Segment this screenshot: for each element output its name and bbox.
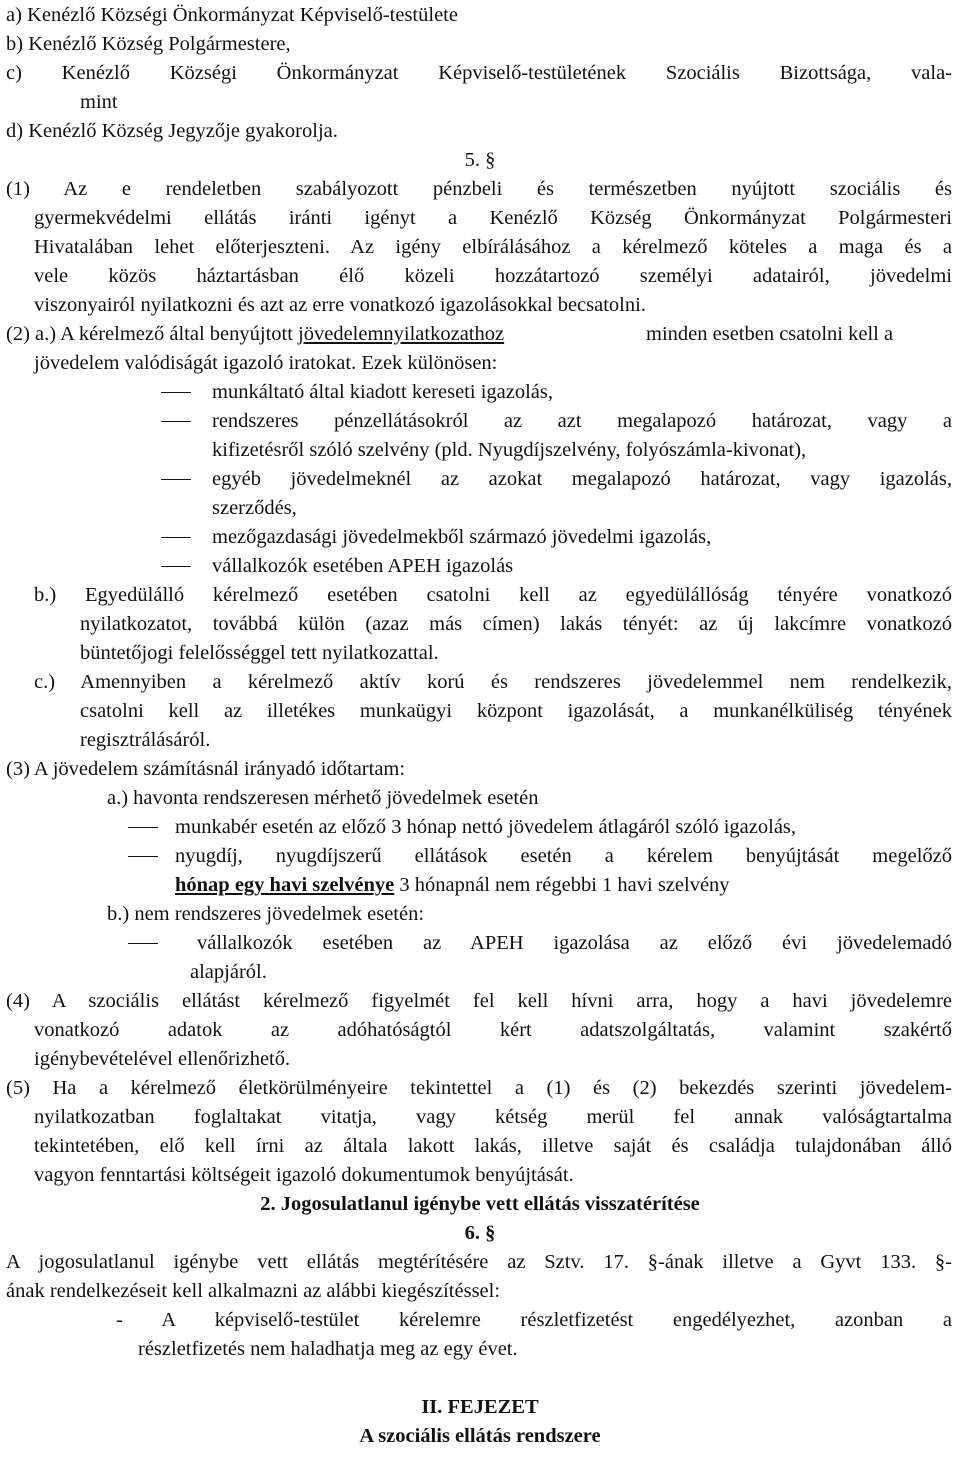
bullet-item: munkabér esetén az előző 3 hónap nettó jövedelem átlagáról szóló igazolás, xyxy=(175,816,797,838)
paragraph-3a-line: a.) havonta rendszeresen mérhető jövedelmek esetén xyxy=(107,787,539,809)
list-item-d: d) Kenézlő Község Jegyzője gyakorolja. xyxy=(6,120,338,142)
dash-bullet xyxy=(128,943,158,944)
bullet-item: rendszeres pénzellátásokról az azt megalapozó határozat, vagy a xyxy=(212,410,952,432)
bullet-item: vállalkozók esetében APEH igazolás xyxy=(212,555,514,577)
list-item-b: b) Kenézlő Község Polgármestere, xyxy=(6,33,291,55)
list-item-c: c) Kenézlő Községi Önkormányzat Képviselő-testületének Szociális Bizottsága, vala- xyxy=(6,62,952,84)
paragraph-5-line: tekintetében, elő kell írni az általa lakott lakás, illetve saját és családja tulajdonában álló xyxy=(34,1135,952,1157)
paragraph-4-line: vonatkozó adatok az adóhatóságtól kért adatszolgáltatás, valamint szakértő xyxy=(34,1019,952,1041)
paragraph-2a-line-end: minden esetben csatolni kell a xyxy=(646,323,894,345)
paragraph-5-line: vagyon fenntartási költségeit igazoló dokumentumok benyújtását. xyxy=(34,1164,574,1186)
dash-bullet xyxy=(161,479,191,480)
paragraph-4-line: igénybevételével ellenőrizhető. xyxy=(34,1048,291,1070)
bullet-item: nyugdíj, nyugdíjszerű ellátások esetén a kérelem benyújtását megelőző xyxy=(175,845,952,867)
bullet-item-text: 3 hónapnál nem régebbi 1 havi szelvény xyxy=(399,874,730,896)
paragraph-2a-text: (2) a.) A kérelmező által benyújtott xyxy=(6,323,293,345)
paragraph-6-line: ának rendelkezéseit kell alkalmazni az alábbi kiegészítéssel: xyxy=(6,1280,501,1302)
bullet-item: munkáltató által kiadott kereseti igazolás, xyxy=(212,381,553,403)
dash-bullet xyxy=(161,537,191,538)
paragraph-2a-line xyxy=(6,320,504,349)
paragraph-3-line: (3) A jövedelem számításnál irányadó időtartam: xyxy=(6,758,406,780)
bullet-item-cont: kifizetésről szóló szelvény (pld. Nyugdíjszelvény, folyószámla-kivonat), xyxy=(212,439,807,461)
list-item-c-cont: mint xyxy=(80,91,118,113)
list-item-a: a) Kenézlő Községi Önkormányzat Képviselő-testülete xyxy=(6,4,458,26)
paragraph-1-line: Hivatalában lehet előterjeszteni. Az igény elbírálásához a kérelmező köteles a maga és a xyxy=(34,236,952,258)
section-heading-5: 5. § xyxy=(464,149,496,171)
bullet-item: egyéb jövedelmeknél az azokat megalapozó határozat, vagy igazolás, xyxy=(212,468,952,490)
paragraph-1-line: viszonyairól nyilatkozni és azt az erre vonatkozó igazolásokkal becsatolni. xyxy=(34,294,646,316)
bullet-item-cont: szerződés, xyxy=(212,497,297,519)
dash-bullet xyxy=(161,566,191,567)
bullet-item: mezőgazdasági jövedelmekből származó jövedelmi igazolás, xyxy=(212,526,712,548)
section-heading-6: 6. § xyxy=(464,1222,496,1244)
paragraph-4-line: (4) A szociális ellátást kérelmező figyelmét fel kell hívni arra, hogy a havi jövedelemre xyxy=(6,990,952,1012)
paragraph-2c-line: c.) Amennyiben a kérelmező aktív korú és rendszeres jövedelemmel nem rendelkezik, xyxy=(34,671,952,693)
chapter-heading: II. FEJEZET xyxy=(421,1396,539,1418)
chapter-subtitle: 2. Jogosulatlanul igénybe vett ellátás visszatérítése xyxy=(260,1193,700,1215)
chapter-title: A szociális ellátás rendszere xyxy=(359,1425,601,1447)
dash-bullet xyxy=(128,827,158,828)
paragraph-2c-line: csatolni kell az illetékes munkaügyi központ igazolását, a munkanélküliség tényének xyxy=(80,700,952,722)
paragraph-3b-line: b.) nem rendszeres jövedelmek esetén: xyxy=(107,903,425,925)
paragraph-1-line: (1) Az e rendeletben szabályozott pénzbeli és természetben nyújtott szociális és xyxy=(6,178,952,200)
dash-bullet xyxy=(161,421,191,422)
paragraph-2b-line: b.) Egyedülálló kérelmező esetében csatolni kell az egyedülállóság tényére vonatkozó xyxy=(34,584,952,606)
dash-bullet xyxy=(128,856,158,857)
hyphen-list-item-cont: részletfizetés nem haladhatja meg az egy évet. xyxy=(138,1338,518,1360)
emphasized-term: hónap egy havi szelvénye xyxy=(175,874,395,896)
dash-bullet xyxy=(161,392,191,393)
paragraph-2b-line: nyilatkozatot, továbbá külön (azaz más címen) lakás tényét: az új lakcímre vonatkozó xyxy=(80,613,952,635)
paragraph-1-line: gyermekvédelmi ellátás iránti igényt a Kenézlő Község Önkormányzat Polgármesteri xyxy=(34,207,952,229)
paragraph-1-line: vele közös háztartásban élő közeli hozzátartozó személyi adatairól, jövedelmi xyxy=(34,265,952,287)
bullet-item: vállalkozók esetében az APEH igazolása az előző évi jövedelemadó xyxy=(197,932,952,954)
paragraph-6-line: A jogosulatlanul igénybe vett ellátás megtérítésére az Sztv. 17. §-ának illetve a Gyvt 133. §- xyxy=(6,1251,952,1273)
bullet-item-cont: alapjáról. xyxy=(190,961,267,983)
paragraph-5-line: nyilatkozatban foglaltakat vitatja, vagy kétség merül fel annak valóságtartalma xyxy=(34,1106,952,1128)
paragraph-5-line: (5) Ha a kérelmező életkörülményeire tekintettel a (1) és (2) bekezdés szerinti jövedelem- xyxy=(6,1077,952,1099)
paragraph-2c-line: regisztrálásáról. xyxy=(80,729,211,751)
bullet-item-cont xyxy=(175,871,730,900)
paragraph-2b-line: büntetőjogi felelősséggel tett nyilatkozattal. xyxy=(80,642,439,664)
hyphen-list-item: - A képviselő-testület kérelemre részletfizetést engedélyezhet, azonban a xyxy=(116,1309,952,1331)
paragraph-2a-line: jövedelem valódiságát igazoló iratokat. Ezek különösen: xyxy=(34,352,498,374)
underlined-term: jövedelemnyilatkozathoz xyxy=(298,323,505,345)
